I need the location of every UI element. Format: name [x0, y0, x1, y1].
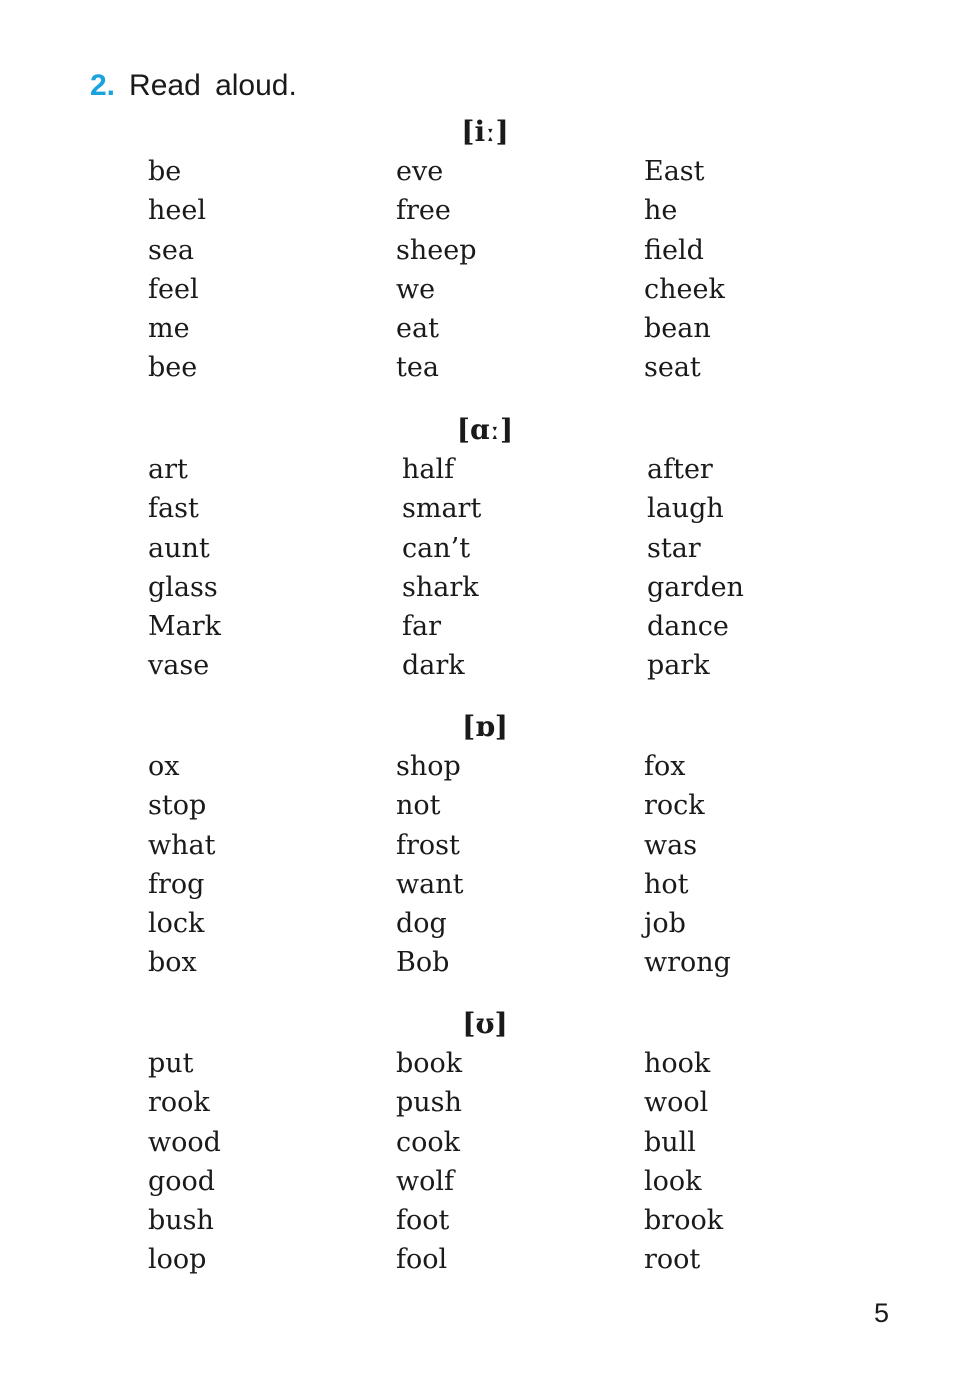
word-item: look [644, 1165, 702, 1197]
word-item: what [148, 829, 216, 861]
word-item: he [644, 195, 678, 227]
word-item: after [647, 454, 713, 485]
word-item: rook [148, 1087, 210, 1119]
word-item: park [647, 650, 710, 682]
word-item: bull [644, 1126, 696, 1158]
word-item: good [148, 1165, 216, 1197]
word-item: Bob [396, 947, 450, 979]
word-item: fox [644, 751, 686, 782]
word-item: hot [644, 868, 689, 900]
word-item: sheep [396, 234, 477, 266]
word-item: can’t [402, 532, 471, 564]
word-item: sea [148, 234, 194, 266]
word-item: foot [396, 1205, 450, 1237]
word-column-1 [148, 1044, 221, 1280]
word-item: rock [644, 790, 705, 822]
word-item: tea [396, 352, 439, 384]
word-item: shop [396, 751, 461, 782]
word-column-2 [396, 747, 463, 983]
word-column-3 [644, 152, 725, 388]
word-item: vase [148, 650, 210, 682]
word-item: we [396, 273, 436, 305]
word-item: loop [148, 1244, 207, 1276]
word-item: eat [396, 313, 439, 345]
word-item: stop [148, 790, 207, 822]
word-item: fool [396, 1244, 448, 1276]
word-item: seat [644, 352, 701, 384]
word-column-3 [647, 450, 744, 686]
word-item: dance [647, 611, 729, 643]
word-item: field [644, 234, 704, 266]
exercise-number: 2. [90, 69, 116, 102]
word-item: bush [148, 1205, 214, 1237]
word-item: put [148, 1048, 194, 1079]
word-item: shark [402, 571, 479, 603]
word-item: garden [647, 571, 744, 603]
word-item: hook [644, 1048, 711, 1079]
word-column-2 [396, 1044, 462, 1280]
word-item: half [402, 454, 455, 485]
word-item: aunt [148, 532, 210, 564]
word-item: far [402, 611, 441, 643]
word-item: ox [148, 751, 180, 782]
word-column-3 [644, 747, 731, 983]
word-item: East [644, 156, 705, 187]
word-column-2 [402, 450, 481, 686]
sound-heading: [ɒ] [461, 710, 509, 743]
word-item: fast [148, 493, 199, 525]
word-item: me [148, 313, 190, 345]
word-item: heel [148, 195, 206, 227]
word-item: box [148, 947, 197, 979]
word-item: wrong [644, 947, 731, 979]
word-item: wood [148, 1126, 221, 1158]
word-item: want [396, 868, 464, 900]
word-item: bee [148, 352, 198, 384]
word-item: feel [148, 273, 199, 305]
word-column-2 [396, 152, 477, 388]
word-item: free [396, 195, 451, 227]
word-item: root [644, 1244, 701, 1276]
word-item: not [396, 790, 441, 822]
word-item: dark [402, 650, 465, 682]
word-item: lock [148, 908, 205, 940]
word-item: cook [396, 1126, 460, 1158]
word-item: frost [396, 829, 460, 861]
word-item: smart [402, 493, 482, 525]
word-item: brook [644, 1205, 724, 1237]
word-item: Mark [148, 611, 222, 643]
word-item: wolf [396, 1165, 454, 1197]
word-column-1 [148, 152, 206, 388]
exercise-instruction: Read aloud. [129, 69, 297, 102]
word-item: bean [644, 313, 711, 345]
word-item: be [148, 156, 182, 187]
word-item: cheek [644, 273, 725, 305]
word-item: art [148, 454, 188, 485]
sound-heading: [ʊ] [462, 1007, 508, 1040]
exercise-heading [90, 66, 297, 106]
word-column-1 [148, 450, 221, 686]
word-item: laugh [647, 493, 724, 525]
word-column-1 [148, 747, 215, 983]
word-item: glass [148, 571, 218, 603]
word-item: job [644, 908, 686, 940]
sound-heading: [ɑː] [456, 413, 514, 446]
word-item: star [647, 532, 701, 564]
word-item: frog [148, 868, 205, 900]
page-number: 5 [874, 1298, 890, 1328]
sound-heading: [iː] [461, 115, 509, 148]
word-item: was [644, 829, 698, 861]
word-item: wool [644, 1087, 709, 1119]
word-item: eve [396, 156, 444, 187]
word-item: push [396, 1087, 462, 1119]
word-item: dog [396, 908, 447, 940]
word-column-3 [644, 1044, 723, 1280]
word-item: book [396, 1048, 463, 1079]
